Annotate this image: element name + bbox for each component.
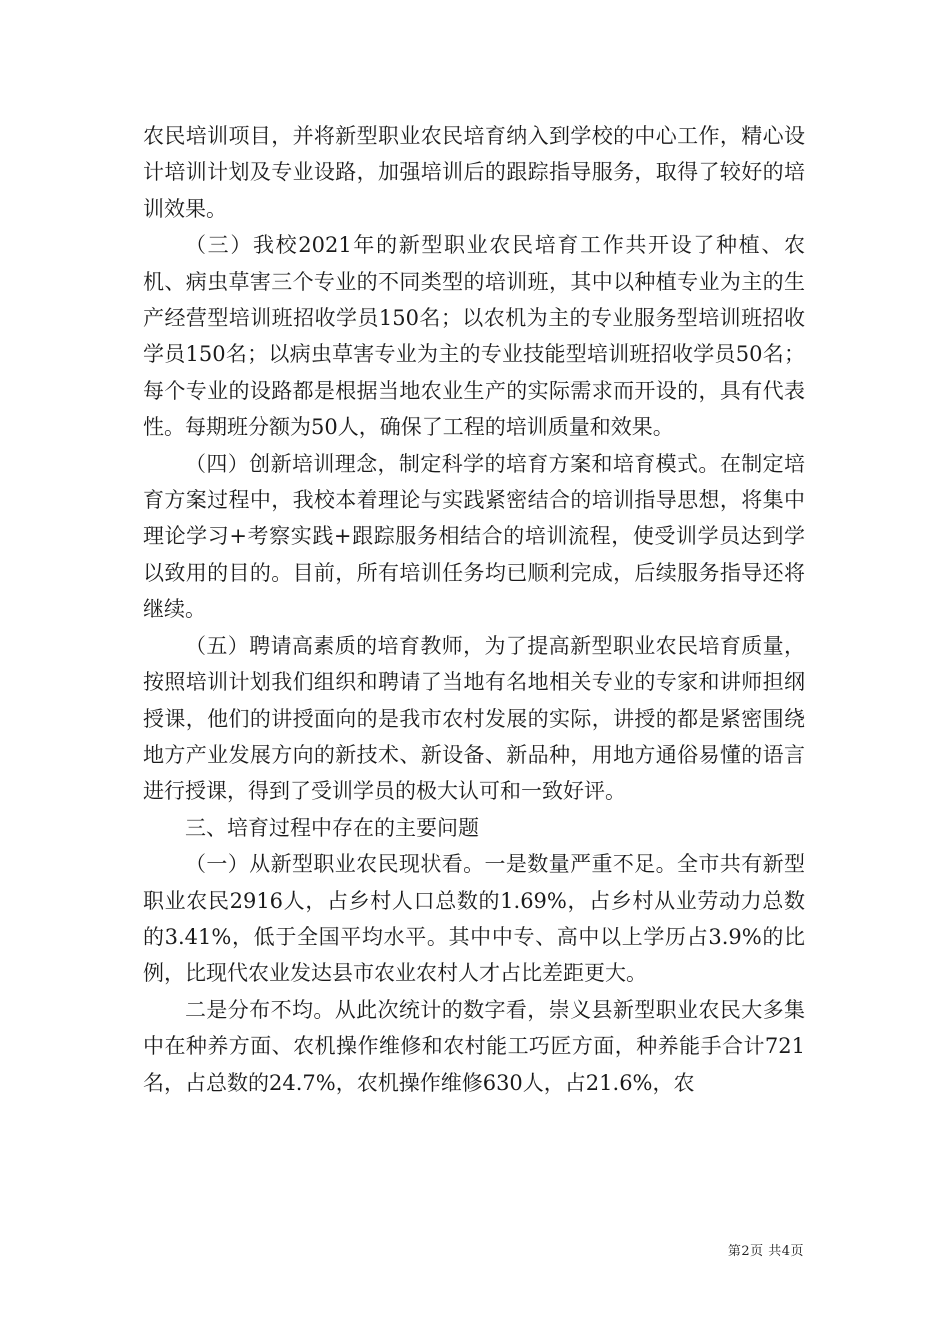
- paragraph-section-3: （三）我校2021年的新型职业农民培育工作共开设了种植、农机、病虫草害三个专业的不同类型的培训班，其中以种植专业为主的生产经营型培训班招收学员150名；以农机为主的专业服务型培训班招收学员150名；以病虫草害专业为主的专业技能型培训班招收学员50名；每个专业的设路都是根据当地农业生产的实际需求而开设的，具有代表性。每期班分额为50人，确保了工程的培训质量和效果。: [143, 233, 805, 440]
- paragraph-continuation: 农民培训项目，并将新型职业农民培育纳入到学校的中心工作，精心设计培训计划及专业设路，加强培训后的跟踪指导服务，取得了较好的培训效果。: [143, 124, 805, 221]
- paragraph-problem-2: 二是分布不均。从此次统计的数字看，崇义县新型职业农民大多集中在种养方面、农机操作维修和农村能工巧匠方面，种养能手合计721名，占总数的24.7%，农机操作维修630人，占21.6%，农: [143, 997, 805, 1095]
- paragraph-section-5: （五）聘请高素质的培育教师，为了提高新型职业农民培育质量，按照培训计划我们组织和聘请了当地有名地相关专业的专家和讲师担纲授课，他们的讲授面向的是我市农村发展的实际，讲授的都是紧密围绕地方产业发展方向的新技术、新设备、新品种，用地方通俗易懂的语言进行授课，得到了受训学员的极大认可和一致好评。: [143, 633, 805, 804]
- document-body: [143, 118, 805, 1101]
- page-number-footer: 第2页 共4页: [727, 1244, 804, 1259]
- paragraph-problem-1: （一）从新型职业农民现状看。一是数量严重不足。全市共有新型职业农民2916人，占乡村人口总数的1.69%，占乡村从业劳动力总数的3.41%，低于全国平均水平。其中中专、高中以上学历占3.9%的比例，比现代农业发达县市农业农村人才占比差距更大。: [143, 852, 805, 986]
- section-heading-problems: 三、培育过程中存在的主要问题: [185, 815, 479, 840]
- paragraph-section-4: （四）创新培训理念，制定科学的培育方案和培育模式。在制定培育方案过程中，我校本着理论与实践紧密结合的培训指导思想，将集中理论学习+考察实践+跟踪服务相结合的培训流程，使受训学员达到学以致用的目的。目前，所有培训任务均已顺利完成，后续服务指导还将继续。: [143, 451, 805, 622]
